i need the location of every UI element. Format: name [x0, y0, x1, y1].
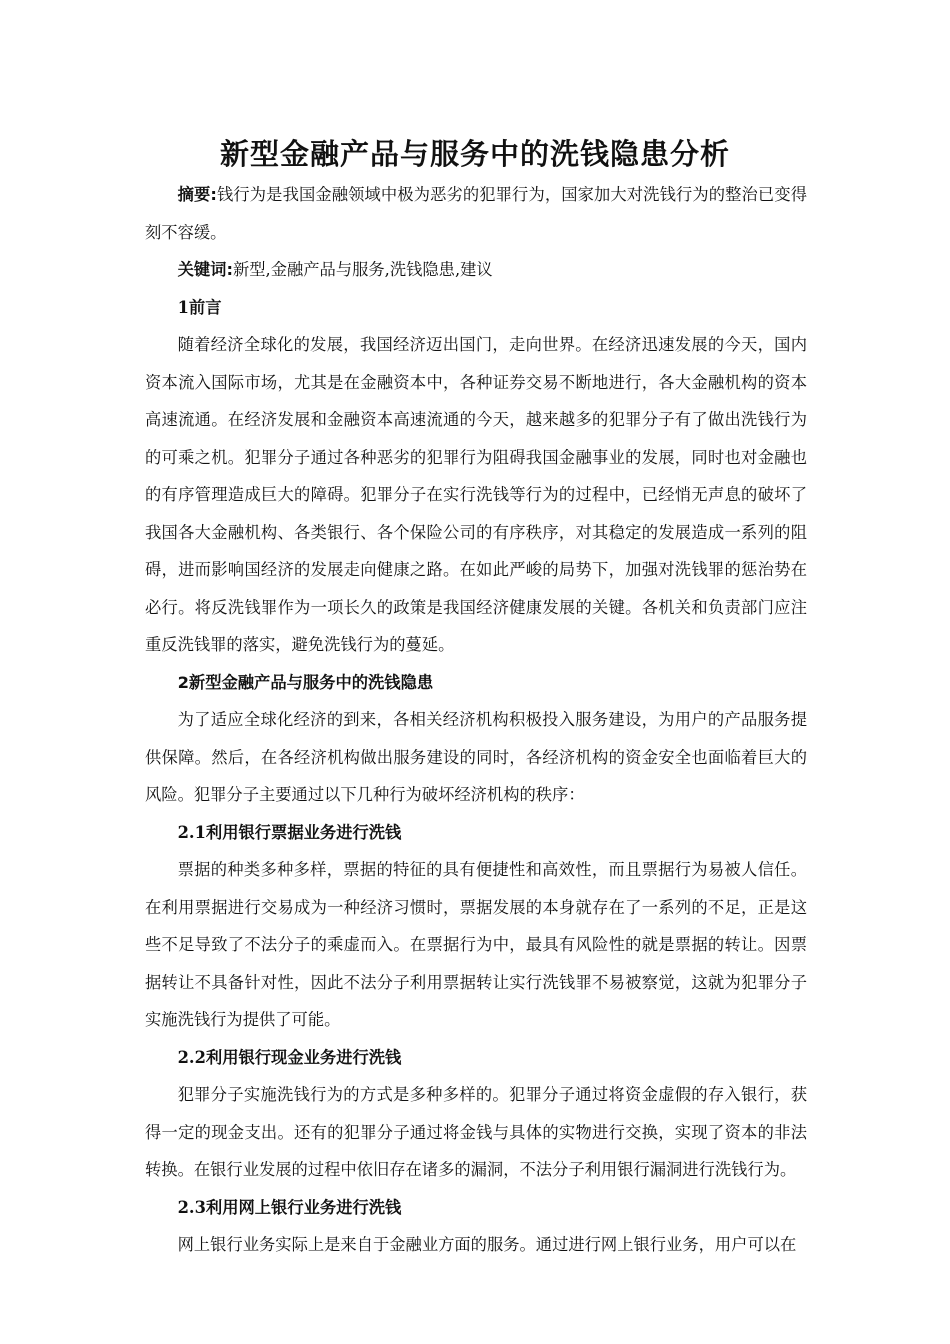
- keywords-text: 新型,金融产品与服务,洗钱隐患,建议: [232, 260, 493, 279]
- abstract-text: 钱行为是我国金融领域中极为恶劣的犯罪行为，国家加大对洗钱行为的整治已变得刻不容缓。: [145, 185, 807, 242]
- keywords-label: 关键词:: [177, 260, 233, 279]
- section-paragraph-cash: 犯罪分子实施洗钱行为的方式是多种多样的。犯罪分子通过将资金虚假的存入银行，获得一定的现金支出。还有的犯罪分子通过将金钱与具体的实物进行交换，实现了资本的非法转换。在银行业发展的过程中依旧存在诸多的漏洞，不法分子利用银行漏洞进行洗钱行为。: [145, 1085, 807, 1179]
- section-heading-cash: 2.2利用银行现金业务进行洗钱: [177, 1047, 402, 1067]
- keywords: [145, 251, 807, 289]
- abstract-label: 摘要:: [177, 185, 217, 204]
- section-paragraph-intro: 随着经济全球化的发展，我国经济迈出国门，走向世界。在经济迅速发展的今天，国内资本流入国际市场，尤其是在金融资本中，各种证券交易不断地进行，各大金融机构的资本高速流通。在经济发展和金融资本高速流通的今天，越来越多的犯罪分子有了做出洗钱行为的可乘之机。犯罪分子通过各种恶劣的犯罪行为阻碍我国金融事业的发展，同时也对金融也的有序管理造成巨大的障碍。犯罪分子在实行洗钱等行为的过程中，已经悄无声息的破坏了我国各大金融机构、各类银行、各个保险公司的有序秩序，对其稳定的发展造成一系列的阻碍，进而影响国经济的发展走向健康之路。在如此严峻的局势下，加强对洗钱罪的惩治势在必行。将反洗钱罪作为一项长久的政策是我国经济健康发展的关键。各机关和负责部门应注重反洗钱罪的落实，避免洗钱行为的蔓延。: [145, 335, 807, 654]
- section-paragraph-risks: 为了适应全球化经济的到来，各相关经济机构积极投入服务建设，为用户的产品服务提供保障。然后，在各经济机构做出服务建设的同时，各经济机构的资金安全也面临着巨大的风险。犯罪分子主要通过以下几种行为破坏经济机构的秩序：: [145, 710, 807, 804]
- section-heading-intro: 1前言: [177, 297, 222, 317]
- document-title: 新型金融产品与服务中的洗钱隐患分析: [219, 137, 730, 171]
- document-body: [145, 176, 807, 1264]
- section-heading-online: 2.3利用网上银行业务进行洗钱: [177, 1197, 402, 1217]
- section-paragraph-online: 网上银行业务实际上是来自于金融业方面的服务。通过进行网上银行业务，用户可以在: [177, 1235, 797, 1254]
- section-heading-risks: 2新型金融产品与服务中的洗钱隐患: [177, 672, 434, 692]
- section-paragraph-bills: 票据的种类多种多样，票据的特征的具有便捷性和高效性，而且票据行为易被人信任。在利用票据进行交易成为一种经济习惯时，票据发展的本身就存在了一系列的不足，正是这些不足导致了不法分子的乘虚而入。在票据行为中，最具有风险性的就是票据的转让。因票据转让不具备针对性，因此不法分子利用票据转让实行洗钱罪不易被察觉，这就为犯罪分子实施洗钱行为提供了可能。: [145, 860, 807, 1029]
- abstract: [145, 176, 807, 251]
- section-heading-bills: 2.1利用银行票据业务进行洗钱: [177, 822, 402, 842]
